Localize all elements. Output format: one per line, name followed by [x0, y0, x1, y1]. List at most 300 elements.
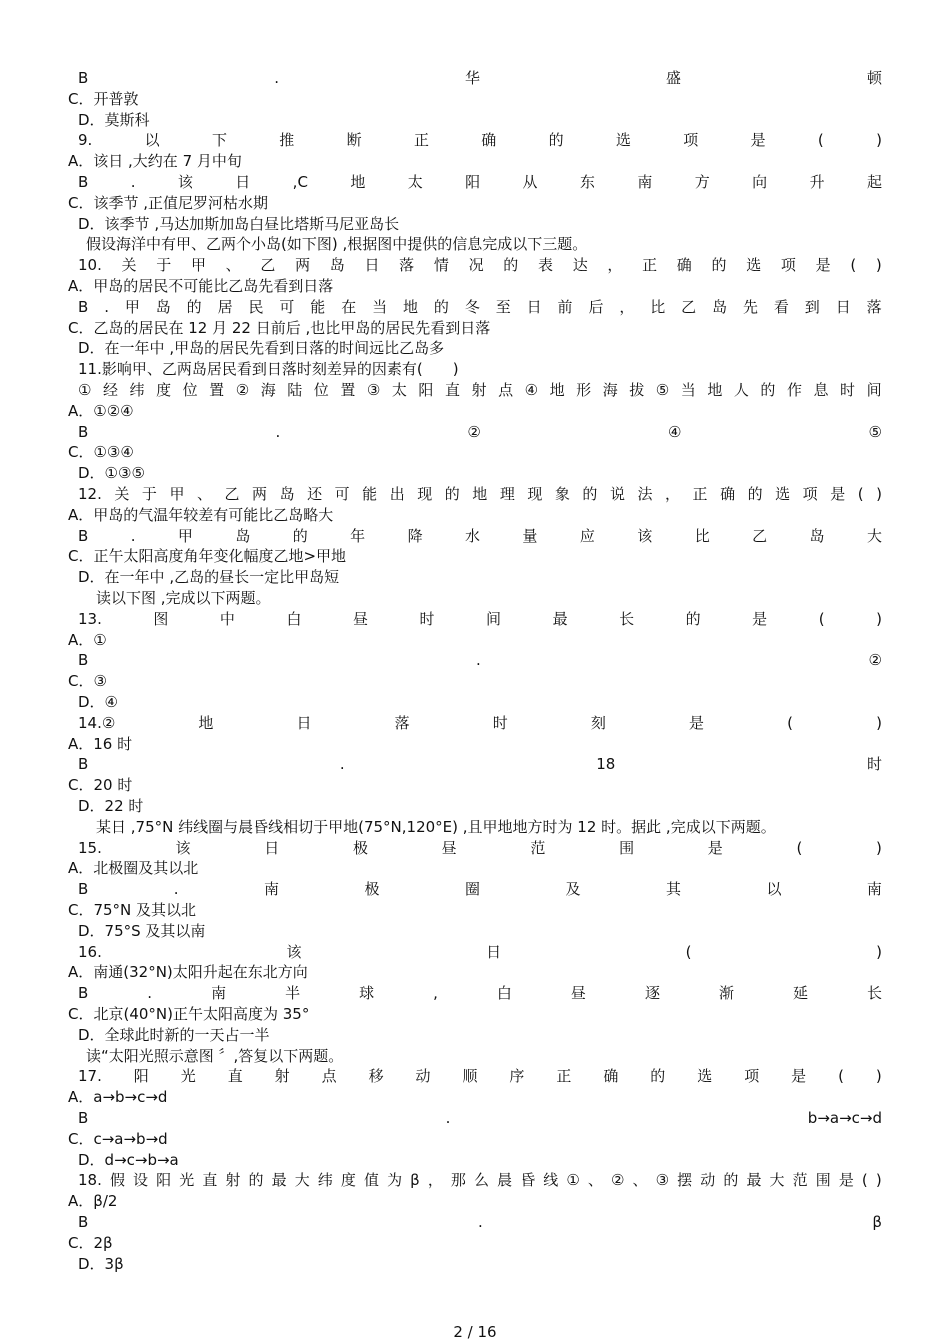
text-token: 该	[286, 942, 302, 961]
text-line	[68, 796, 882, 816]
text-line	[68, 1108, 882, 1128]
text-token: A．β/2	[68, 1192, 118, 1211]
text-token: 项	[683, 131, 699, 150]
text-token: 的	[650, 1067, 666, 1086]
text-token: 落	[866, 297, 882, 316]
text-line	[68, 214, 882, 234]
text-token: 的	[248, 1171, 264, 1190]
text-line	[68, 754, 882, 774]
text-token: D．d→c→b→a	[78, 1150, 179, 1169]
text-token: 纬	[317, 1171, 333, 1190]
text-line	[68, 297, 882, 317]
text-token: ④	[667, 422, 682, 441]
text-token: 两	[295, 256, 311, 275]
text-token: 某日 ,75°N 纬线圈与晨昏线相切于甲地(75°N,120°E) ,且甲地地方时为 12 时。据此 ,完成以下两题。	[96, 817, 776, 836]
text-line	[68, 1150, 882, 1170]
page-number: 2 / 16	[453, 1323, 497, 1341]
text-token: 的	[747, 485, 763, 503]
text-token: ④	[524, 381, 539, 399]
text-token: 的	[433, 297, 449, 316]
text-token: ②	[611, 1171, 625, 1190]
text-line	[68, 463, 882, 483]
text-token: 岛	[279, 485, 295, 503]
text-line	[68, 318, 882, 338]
text-token: 是	[838, 1171, 854, 1190]
text-token: C．北京(40°N)正午太阳高度为 35°	[68, 1005, 310, 1023]
text-token: (	[861, 1171, 868, 1190]
text-token: 及	[565, 880, 581, 899]
text-token: 的	[723, 1171, 739, 1190]
text-token: B	[78, 69, 89, 87]
text-token: 射	[225, 1171, 241, 1190]
text-token: B	[78, 526, 89, 545]
text-line	[68, 650, 882, 670]
text-line	[68, 1046, 882, 1066]
text-token: 位	[313, 381, 329, 399]
text-token: A．16 时	[68, 734, 133, 753]
text-token: 项	[780, 256, 796, 275]
text-token: 太	[391, 381, 407, 399]
text-line	[68, 1066, 882, 1086]
text-line	[68, 630, 882, 650]
text-token: ⑤	[655, 381, 670, 399]
text-token: 阳	[418, 381, 434, 399]
text-token: 经	[102, 381, 118, 399]
text-token: .	[477, 1213, 483, 1231]
text-token: 法	[637, 485, 653, 503]
text-token: 甲	[177, 526, 193, 545]
text-token: 是	[750, 131, 766, 150]
text-token: 岛	[712, 297, 728, 316]
text-token: ,	[433, 984, 438, 1003]
text-token: 的	[503, 256, 519, 275]
text-token: 岛	[235, 526, 251, 545]
text-token: 最	[746, 1171, 762, 1190]
text-token: 可	[334, 485, 350, 503]
text-token: 拔	[629, 381, 645, 399]
text-token: )	[876, 131, 882, 150]
text-token: 落	[399, 256, 415, 275]
text-token: A．南通(32°N)太阳升起在东北方向	[68, 963, 308, 982]
text-token: 图	[153, 609, 169, 628]
text-token: 中	[219, 609, 235, 628]
text-token: B	[78, 984, 89, 1003]
text-line	[68, 442, 882, 462]
text-token: 9.	[78, 131, 93, 150]
text-token: 移	[368, 1067, 384, 1086]
text-token: 极	[364, 880, 380, 899]
text-token: A．a→b→c→d	[68, 1088, 168, 1107]
text-token: .	[130, 173, 136, 191]
text-token: 确	[676, 256, 692, 275]
text-line	[68, 151, 882, 171]
text-token: A．北极圈及其以北	[68, 859, 199, 878]
text-token: 正	[413, 131, 429, 150]
text-token: 从	[522, 173, 538, 191]
text-token: 光	[180, 1067, 196, 1086]
text-token: 还	[307, 485, 323, 503]
text-token: 的	[292, 526, 308, 545]
text-token: (	[796, 838, 803, 857]
text-token: (	[838, 1067, 844, 1086]
text-token: 能	[310, 297, 326, 316]
text-line	[68, 609, 882, 629]
text-line	[68, 942, 882, 962]
text-line	[68, 713, 882, 733]
text-token: 是	[689, 713, 705, 732]
text-token: 、	[196, 485, 212, 503]
text-token: 度	[340, 1171, 356, 1190]
text-token: 延	[792, 984, 808, 1003]
text-token: 乙	[752, 526, 768, 545]
text-token: ，	[427, 1171, 443, 1190]
text-token: 18.	[78, 1171, 102, 1190]
text-token: 间	[866, 381, 882, 399]
text-token: C．开普敦	[68, 89, 139, 108]
text-token: 阳	[133, 1067, 149, 1086]
text-line	[68, 1212, 882, 1232]
text-token: 选	[775, 485, 791, 503]
text-token: 昏	[520, 1171, 536, 1190]
text-token: 况	[468, 256, 484, 275]
text-token: 可	[279, 297, 295, 316]
text-token: 起	[866, 173, 882, 191]
text-token: 地	[198, 713, 214, 732]
text-token: 白	[286, 609, 302, 628]
text-token: 置	[209, 381, 225, 399]
text-token: ②	[868, 651, 882, 670]
text-token: D．22 时	[78, 797, 144, 815]
text-token: 15.	[78, 838, 102, 857]
text-token: 达	[572, 256, 588, 275]
text-token: 海	[602, 381, 618, 399]
text-token: 假设海洋中有甲、乙两个小岛(如下图) ,根据图中提供的信息完成以下三题。	[86, 235, 588, 254]
text-token: D．在一年中 ,乙岛的昼长一定比甲岛短	[78, 568, 340, 587]
text-line	[68, 422, 882, 442]
text-token: D．④	[78, 693, 118, 711]
text-token: 大	[866, 526, 882, 545]
text-token: 岛	[155, 297, 171, 316]
text-line	[68, 588, 882, 608]
text-line	[68, 1233, 882, 1253]
text-token: 应	[579, 526, 595, 545]
text-token: )	[876, 713, 882, 732]
text-token: 的	[711, 256, 727, 275]
text-token: 时	[866, 755, 882, 774]
text-token: 升	[809, 173, 825, 191]
text-token: 该	[175, 838, 191, 857]
text-token: 项	[802, 485, 818, 503]
text-line	[68, 526, 882, 546]
text-token: 、	[587, 1171, 603, 1190]
text-line	[68, 380, 882, 400]
text-token: 的	[444, 485, 460, 503]
text-token: (	[685, 942, 692, 961]
text-token: 选	[697, 1067, 713, 1086]
text-token: 阳	[156, 1171, 172, 1190]
text-token: 读“太阳光照示意图 〞,答复以下两题。	[86, 1046, 344, 1065]
text-token: 是	[752, 609, 768, 628]
text-token: 白	[496, 984, 512, 1003]
text-token: 居	[217, 297, 233, 316]
text-line	[68, 671, 882, 691]
text-token: 下	[211, 131, 227, 150]
text-token: 地	[472, 485, 488, 503]
text-token: ②	[235, 381, 250, 399]
text-token: C．该季节 ,正值尼罗河枯水期	[68, 193, 269, 212]
text-token: A．甲岛的气温年较差有可能比乙岛略大	[68, 505, 334, 524]
text-token: 正	[692, 485, 708, 503]
text-token: 圈	[464, 880, 480, 899]
text-token: 盛	[666, 69, 682, 87]
text-token: 17.	[78, 1067, 102, 1086]
text-token: 于	[156, 256, 172, 275]
text-token: 出	[389, 485, 405, 503]
text-line	[68, 234, 882, 254]
text-token: B	[78, 651, 89, 670]
text-token: C．①③④	[68, 443, 134, 462]
text-token: 时	[419, 609, 435, 628]
text-token: 大	[294, 1171, 310, 1190]
text-token: B	[78, 297, 89, 316]
text-token: 的	[685, 609, 701, 628]
text-line	[68, 401, 882, 421]
text-token: 现	[527, 485, 543, 503]
text-token: 东	[579, 173, 595, 191]
text-token: 在	[341, 297, 357, 316]
text-token: (	[818, 609, 825, 628]
text-token: 是	[815, 256, 831, 275]
text-line	[68, 338, 882, 358]
text-token: D．莫斯科	[78, 110, 150, 129]
text-token: 日	[296, 713, 312, 732]
text-token: 纬	[129, 381, 145, 399]
text-line	[68, 879, 882, 899]
text-token: 正	[642, 256, 658, 275]
text-token: 位	[182, 381, 198, 399]
text-token: 关	[121, 256, 137, 275]
text-token: b→a→c→d	[807, 1109, 882, 1127]
text-token: 最	[552, 609, 568, 628]
text-token: 射	[471, 381, 487, 399]
text-token: ①	[78, 381, 92, 399]
text-token: 长	[619, 609, 635, 628]
text-token: 置	[340, 381, 356, 399]
text-token: C．c→a→b→d	[68, 1129, 168, 1148]
text-token: 至	[495, 297, 511, 316]
text-token: 是	[830, 485, 846, 503]
text-token: 球	[359, 984, 375, 1003]
text-token: 以	[766, 880, 782, 899]
text-token: 冬	[464, 297, 480, 316]
text-line	[68, 817, 882, 837]
text-token: .	[476, 651, 481, 670]
text-token: 落	[394, 713, 410, 732]
text-token: 极	[352, 838, 368, 857]
text-token: 读以下图 ,完成以下两题。	[96, 589, 271, 607]
text-token: 日	[235, 173, 251, 191]
text-token: 晨	[497, 1171, 513, 1190]
text-token: B	[78, 422, 89, 441]
text-line	[68, 1129, 882, 1149]
text-token: 确	[603, 1067, 619, 1086]
text-token: )	[875, 1171, 882, 1190]
text-token: )	[875, 1067, 882, 1086]
text-token: 昼	[352, 609, 368, 628]
text-token: 设	[133, 1171, 149, 1190]
text-token: D．在一年中 ,甲岛的居民先看到日落的时间远比乙岛多	[78, 339, 445, 358]
text-token: 14.②	[78, 713, 116, 732]
text-line	[68, 1254, 882, 1274]
text-token: 当	[680, 381, 696, 399]
text-token: 直	[444, 381, 460, 399]
text-token: 比	[650, 297, 666, 316]
text-token: 乙	[681, 297, 697, 316]
text-line	[68, 193, 882, 213]
text-token: 降	[407, 526, 423, 545]
text-token: .	[130, 526, 136, 545]
text-token: 年	[350, 526, 366, 545]
text-token: 甲	[124, 297, 140, 316]
text-token: 选	[746, 256, 762, 275]
text-token: 10.	[78, 256, 102, 275]
text-token: 昼	[570, 984, 586, 1003]
text-token: 的	[760, 381, 776, 399]
text-line	[68, 900, 882, 920]
text-token: 昼	[441, 838, 457, 857]
text-token: )	[875, 256, 882, 275]
text-line	[68, 692, 882, 712]
text-token: D．3β	[78, 1254, 124, 1273]
text-token: 该	[637, 526, 653, 545]
text-token: 甲	[190, 256, 206, 275]
text-token: 人	[733, 381, 749, 399]
text-token: 岛	[329, 256, 345, 275]
text-token: 于	[141, 485, 157, 503]
text-token: 南	[637, 173, 653, 191]
text-token: 后	[588, 297, 604, 316]
text-token: 南	[264, 880, 280, 899]
text-token: (	[857, 485, 864, 503]
text-token: 为	[387, 1171, 403, 1190]
text-token: 间	[486, 609, 502, 628]
text-token: .	[173, 880, 179, 899]
text-token: 16.	[78, 942, 102, 961]
text-token: C．乙岛的居民在 12 月 22 日前后 ,也比甲岛的居民先看到日落	[68, 318, 491, 337]
text-token: .	[275, 422, 281, 441]
text-token: 水	[465, 526, 481, 545]
text-token: β	[410, 1171, 420, 1190]
text-token: 射	[274, 1067, 290, 1086]
text-token: C．2β	[68, 1233, 113, 1252]
text-token: 直	[227, 1067, 243, 1086]
text-token: 光	[179, 1171, 195, 1190]
text-line	[68, 484, 882, 504]
text-token: 序	[509, 1067, 525, 1086]
text-token: (	[817, 131, 824, 150]
text-token: 地	[350, 173, 366, 191]
text-token: 长	[866, 984, 882, 1003]
text-token: .	[104, 297, 109, 316]
text-token: ，	[607, 256, 623, 275]
text-token: )	[876, 942, 882, 961]
text-token: ⑤	[868, 422, 882, 441]
text-token: B	[78, 1213, 89, 1231]
text-token: 范	[792, 1171, 808, 1190]
text-token: 时	[840, 381, 856, 399]
text-line	[68, 68, 882, 88]
text-token: C．③	[68, 672, 107, 691]
text-token: )	[876, 609, 882, 628]
text-token: 民	[248, 297, 264, 316]
text-token: 岛	[809, 526, 825, 545]
text-line	[68, 1087, 882, 1107]
text-token: 是	[791, 1067, 807, 1086]
text-token: 乙	[260, 256, 276, 275]
text-token: 能	[362, 485, 378, 503]
text-line	[68, 255, 882, 275]
text-token: 确	[481, 131, 497, 150]
text-line	[68, 546, 882, 566]
text-token: 假	[109, 1171, 125, 1190]
text-token: 日	[486, 942, 502, 961]
text-token: 18	[596, 755, 616, 774]
text-token: 的	[582, 485, 598, 503]
text-line	[68, 110, 882, 130]
text-token: 的	[186, 297, 202, 316]
text-token: )	[876, 838, 882, 857]
text-token: 的	[548, 131, 564, 150]
text-token: 动	[415, 1067, 431, 1086]
text-token: 比	[694, 526, 710, 545]
text-line	[68, 172, 882, 192]
text-token: 象	[554, 485, 570, 503]
text-line	[68, 775, 882, 795]
text-token: 关	[114, 485, 130, 503]
text-token: C．75°N 及其以北	[68, 901, 197, 919]
text-token: 摆	[677, 1171, 693, 1190]
text-token: 顿	[866, 69, 882, 87]
text-token: D．全球此时新的一天占一半	[78, 1025, 270, 1044]
text-token: A．甲岛的居民不可能比乙岛先看到日落	[68, 277, 334, 295]
text-token: 刻	[590, 713, 606, 732]
text-token: ,C	[292, 173, 308, 191]
text-token: 那	[450, 1171, 466, 1190]
text-token: 阳	[465, 173, 481, 191]
text-line	[68, 359, 882, 379]
text-line	[68, 1004, 882, 1024]
text-token: 动	[700, 1171, 716, 1190]
text-token: ，	[665, 485, 681, 503]
text-token: 断	[346, 131, 362, 150]
text-token: 方	[694, 173, 710, 191]
text-token: 看	[773, 297, 789, 316]
text-token: 选	[615, 131, 631, 150]
text-token: A．①②④	[68, 401, 134, 420]
text-line	[68, 505, 882, 525]
text-token: .	[445, 1109, 451, 1127]
text-token: 地	[707, 381, 723, 399]
text-token: 时	[492, 713, 508, 732]
text-token: 日	[835, 297, 851, 316]
text-token: 大	[769, 1171, 785, 1190]
text-token: 乙	[224, 485, 240, 503]
text-token: 值	[363, 1171, 379, 1190]
text-token: ，	[619, 297, 635, 316]
text-token: 到	[804, 297, 820, 316]
text-token: 么	[474, 1171, 490, 1190]
text-token: .	[147, 984, 153, 1003]
